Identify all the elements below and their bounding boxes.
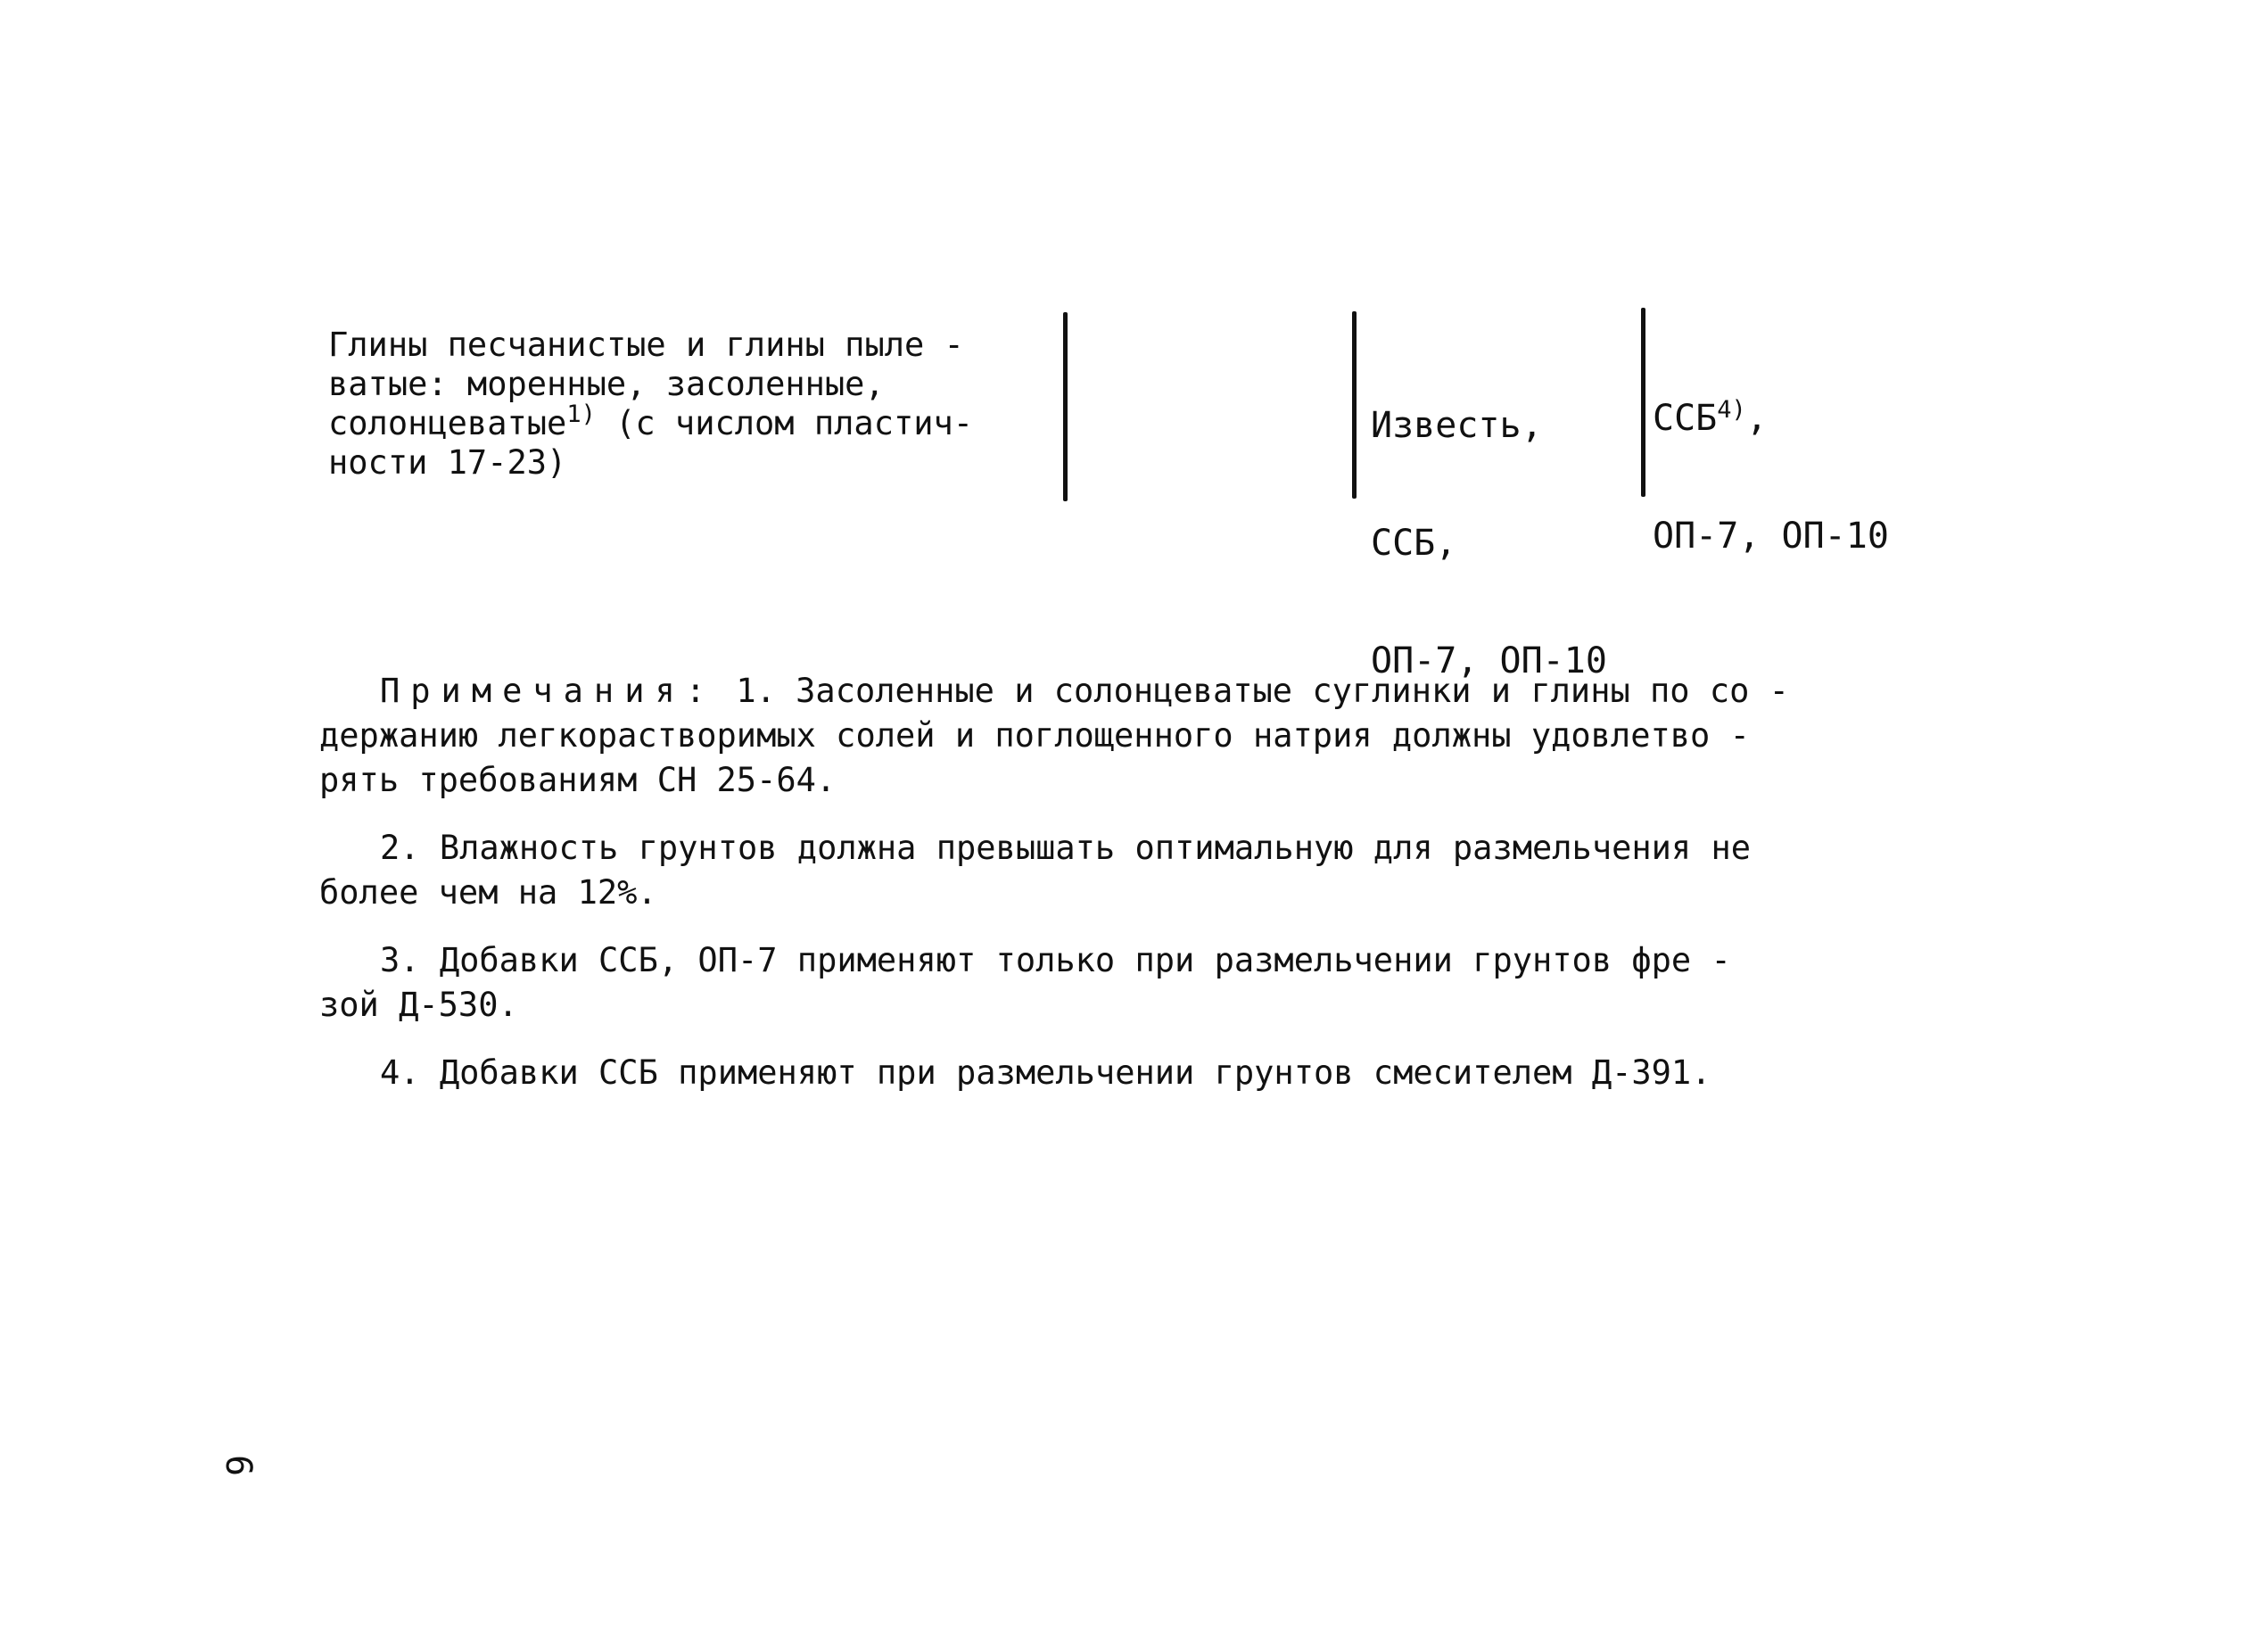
additive-b-comma: , [1745, 398, 1768, 439]
note-item-3 [319, 938, 1934, 1028]
column-rule [1352, 311, 1357, 499]
additives-cell-b [1653, 320, 1889, 634]
additive-b-line-1-text: ССБ [1653, 398, 1718, 439]
note-1-line-1 [319, 669, 1934, 714]
soil-line-2: ватые: моренные, засоленные, [328, 365, 885, 403]
additive-b-line-1 [1653, 396, 1889, 439]
note-item-4 [319, 1051, 1934, 1095]
soil-line-3-text: солонцеватые [328, 404, 567, 442]
additive-b-line-2: ОП-7, ОП-10 [1653, 516, 1889, 557]
soil-line-1: Глины песчанистые и глины пыле - [328, 326, 964, 364]
table-row-fragment [321, 308, 1926, 681]
additive-a-line-2: ССБ, [1371, 523, 1457, 564]
note-1-line-2: держанию легкорастворимых солей и поглощенного натрия должны удовлетво - [319, 716, 1750, 755]
note-2-line-1: 2. Влажность грунтов должна превышать оптимальную для размельчения не [380, 829, 1752, 867]
note-2-line-2: более чем на 12%. [319, 873, 657, 912]
page-number: 6 [218, 1454, 260, 1477]
soil-line-3-rest: (с числом пластич- [595, 404, 974, 442]
notes-section [319, 669, 1934, 1119]
soil-line-3 [328, 400, 1060, 443]
soil-line-4: ности 17-23) [328, 443, 567, 482]
column-rule [1641, 308, 1645, 497]
note-1-line-3: рять требованиям СН 25-64. [319, 761, 837, 799]
column-rule [1063, 312, 1068, 501]
note-item-1 [319, 669, 1934, 803]
soil-type-cell [328, 326, 1060, 483]
note-3-line-1: 3. Добавки ССБ, ОП-7 применяют только при размельчении грунтов фре - [380, 941, 1731, 979]
additive-b-footnote-marker: 4) [1717, 396, 1746, 424]
note-item-2 [319, 826, 1934, 915]
note-3-line-2: зой Д-530. [319, 986, 518, 1024]
additive-a-line-3: ОП-7, ОП-10 [1371, 640, 1607, 681]
notes-label: Примечания: [380, 672, 717, 710]
soil-footnote-marker: 1) [566, 400, 596, 428]
note-4-line-1: 4. Добавки ССБ применяют при размельчении грунтов смесителем Д-391. [380, 1053, 1711, 1092]
additive-a-line-1: Известь, [1371, 405, 1543, 446]
note-1-line-1-text: 1. Засоленные и солонцеватые суглинки и глины по со - [736, 672, 1789, 710]
